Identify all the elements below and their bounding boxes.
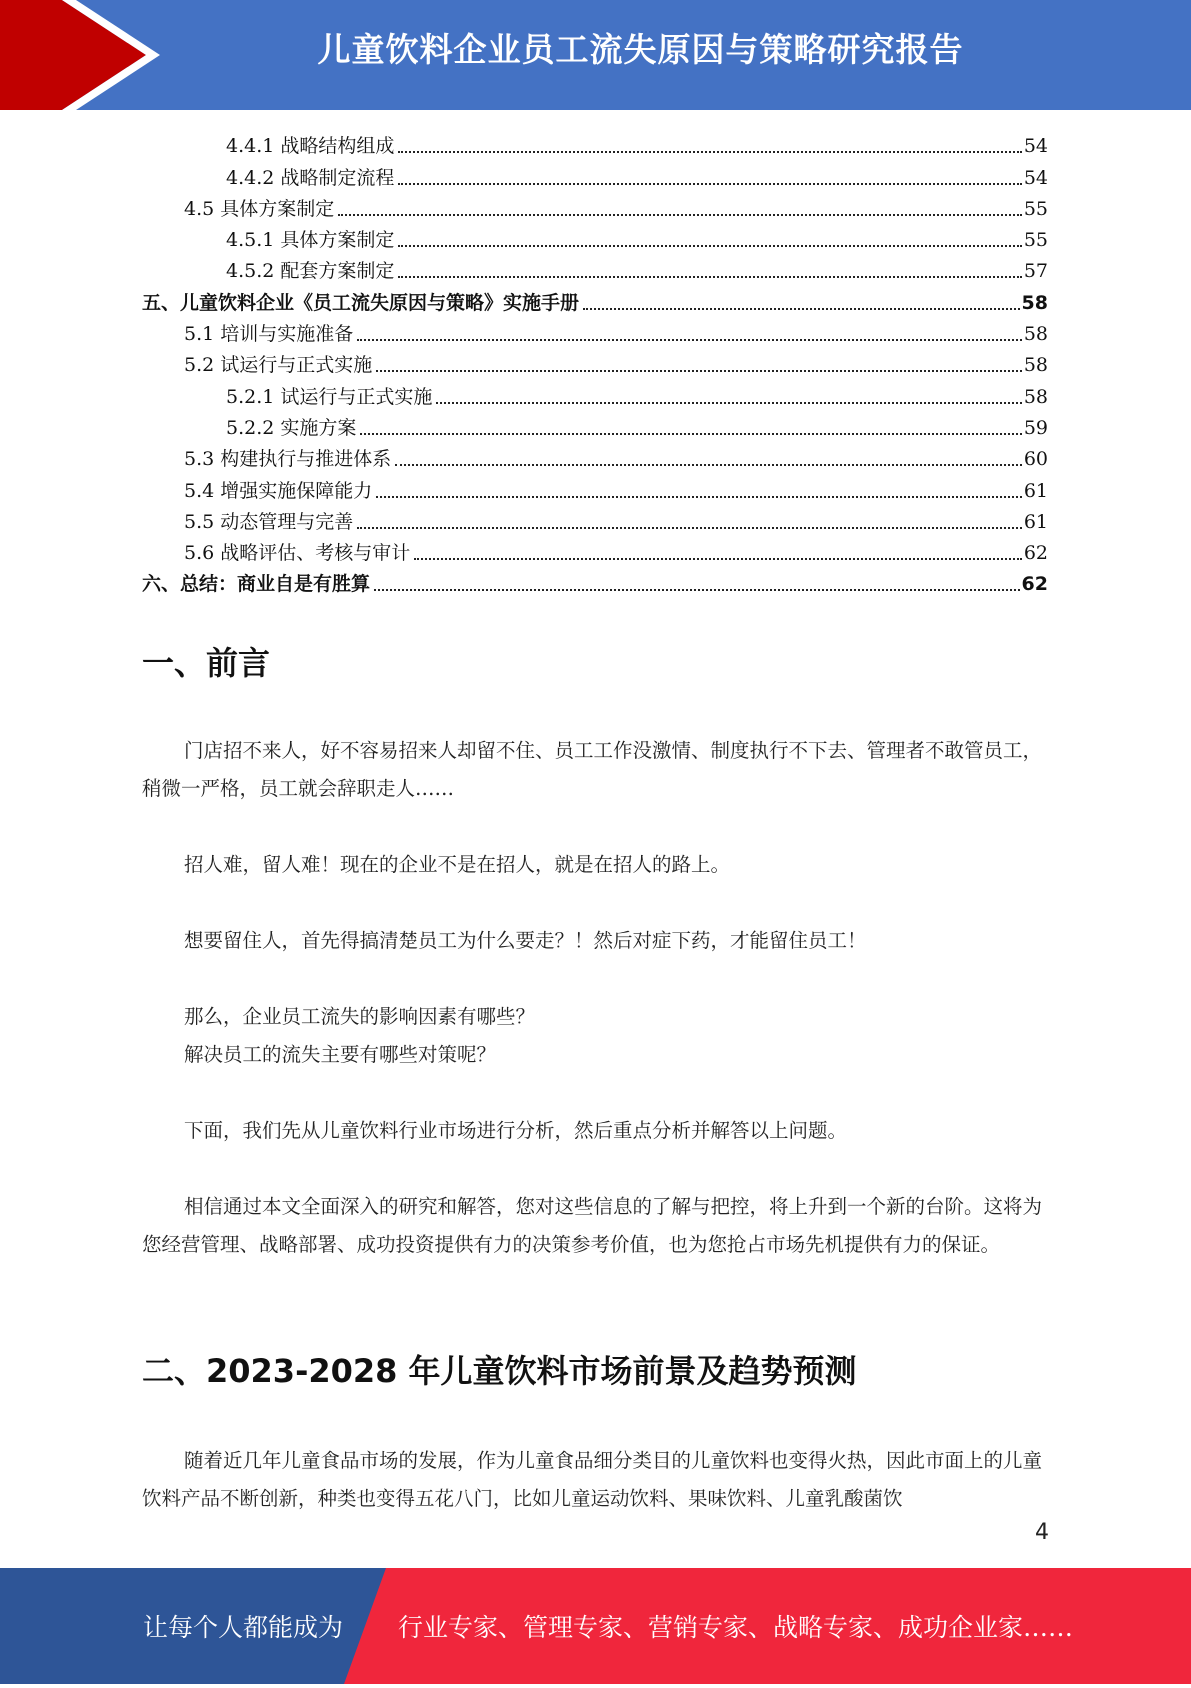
paragraph-text: 门店招不来人，好不容易招来人却留不住、员工工作没激情、制度执行不下去、管理者不敢管员工，稍微一严格，员工就会辞职走人…… [142,739,1043,800]
paragraph-text: 下面，我们先从儿童饮料行业市场进行分析，然后重点分析并解答以上问题。 [184,1119,848,1142]
toc-leader-dots [357,339,1022,341]
toc-entry-page: 62 [1023,542,1048,565]
paragraph-text: 招人难，留人难！现在的企业不是在招人，就是在招人的路上。 [184,853,731,876]
toc-entry-label: 5.2.2 实施方案 [226,416,357,439]
report-title: 儿童饮料企业员工流失原因与策略研究报告 [317,30,964,69]
paragraph-text: 随着近几年儿童食品市场的发展，作为儿童食品细分类目的儿童饮料也变得火热，因此市面上的儿童饮料产品不断创新，种类也变得五花八门，比如儿童运动饮料、果味饮料、儿童乳酸菌饮 [142,1449,1043,1510]
paragraph [142,1036,1048,1074]
toc-entry-label: 4.4.2 战略制定流程 [226,166,395,189]
page-footer [0,1568,1191,1684]
paragraph-text: 解决员工的流失主要有哪些对策呢？ [184,1043,497,1066]
toc-leader-dots [376,370,1022,372]
section-heading-market-forecast: 二、2023-2028 年儿童饮料市场前景及趋势预测 [142,1352,857,1390]
toc-entry-page: 54 [1023,166,1048,189]
paragraph [142,1188,1048,1264]
paragraph-text: 相信通过本文全面深入的研究和解答，您对这些信息的了解与把控，将上升到一个新的台阶。这将为您经营管理、战略部署、成功投资提供有力的决策参考价值，也为您抢占市场先机提供有力的保证。 [142,1195,1043,1256]
toc-entry-label: 5.3 构建执行与推进体系 [184,448,392,471]
toc-entry[interactable] [142,378,1048,409]
toc-entry-page: 54 [1023,135,1048,158]
toc-entry-page: 60 [1023,448,1048,471]
toc-entry[interactable] [142,159,1048,190]
toc-entry-page: 62 [1021,573,1048,596]
toc-entry-page: 55 [1023,229,1048,252]
toc-entry[interactable] [142,222,1048,253]
toc-entry-label: 4.5 具体方案制定 [184,197,335,220]
toc-entry-label: 4.5.1 具体方案制定 [226,229,395,252]
toc-entry-label: 5.4 增强实施保障能力 [184,479,373,502]
toc-entry-label: 5.2.1 试运行与正式实施 [226,385,433,408]
toc-leader-dots [395,464,1022,466]
toc-entry[interactable] [142,504,1048,535]
toc-leader-dots [583,308,1020,310]
toc-entry-page: 58 [1021,291,1048,314]
toc-leader-dots [414,558,1022,560]
paragraph [142,846,1048,884]
footer-slogan-left: 让每个人都能成为 [143,1613,344,1642]
paragraph [142,1442,1048,1518]
toc-entry[interactable] [142,316,1048,347]
toc-entry-page: 58 [1023,323,1048,346]
toc-entry[interactable] [142,191,1048,222]
toc-entry-page: 59 [1023,416,1048,439]
footer-slogan-right: 行业专家、管理专家、营销专家、战略专家、成功企业家…… [398,1613,1074,1642]
toc-entry[interactable] [142,535,1048,566]
toc-entry-page: 58 [1023,354,1048,377]
table-of-contents [142,128,1048,597]
toc-entry-label: 5.5 动态管理与完善 [184,510,354,533]
section-heading-preface: 一、前言 [142,644,271,682]
toc-leader-dots [398,245,1021,247]
toc-leader-dots [338,214,1022,216]
paragraph [142,732,1048,808]
toc-entry[interactable] [142,410,1048,441]
paragraph-text: 那么，企业员工流失的影响因素有哪些？ [184,1005,536,1028]
toc-entry-page: 61 [1023,479,1048,502]
toc-leader-dots [398,276,1021,278]
toc-chapter-entry[interactable] [142,566,1048,597]
toc-entry-page: 55 [1023,197,1048,220]
toc-entry-label: 4.4.1 战略结构组成 [226,135,395,158]
toc-entry[interactable] [142,253,1048,284]
toc-entry[interactable] [142,128,1048,159]
paragraph [142,922,1048,960]
paragraph [142,998,1048,1036]
toc-entry[interactable] [142,472,1048,503]
toc-chapter-entry[interactable] [142,284,1048,315]
toc-entry-label: 5.2 试运行与正式实施 [184,354,373,377]
toc-entry-label: 4.5.2 配套方案制定 [226,260,395,283]
toc-leader-dots [374,589,1020,591]
toc-entry[interactable] [142,441,1048,472]
toc-leader-dots [398,183,1021,185]
page-number: 4 [1035,1520,1049,1545]
toc-entry-label: 5.6 战略评估、考核与审计 [184,542,411,565]
page-header [0,0,1191,110]
toc-entry-page: 57 [1023,260,1048,283]
paragraph [142,1112,1048,1150]
toc-leader-dots [360,433,1021,435]
toc-entry-page: 61 [1023,510,1048,533]
paragraph-text: 想要留住人，首先得搞清楚员工为什么要走？！然后对症下药，才能留住员工！ [184,929,867,952]
toc-leader-dots [436,402,1021,404]
toc-entry[interactable] [142,347,1048,378]
toc-leader-dots [357,527,1022,529]
toc-leader-dots [398,151,1021,153]
toc-leader-dots [376,496,1022,498]
toc-entry-label: 5.1 培训与实施准备 [184,323,354,346]
toc-entry-label: 六、总结：商业自是有胜算 [142,573,371,596]
toc-entry-page: 58 [1023,385,1048,408]
toc-entry-label: 五、儿童饮料企业《员工流失原因与策略》实施手册 [142,291,580,314]
